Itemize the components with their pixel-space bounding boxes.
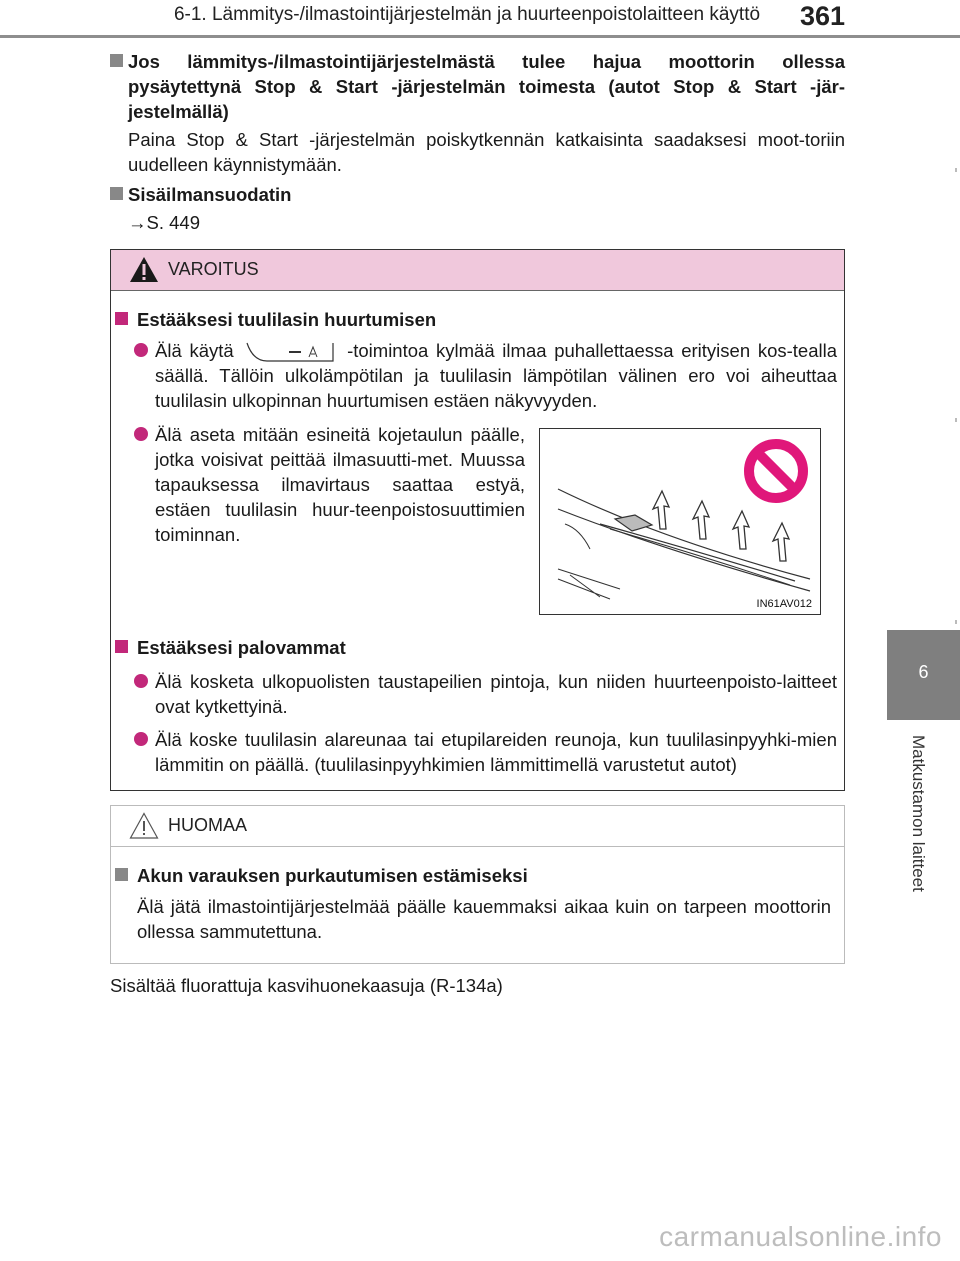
notice-body: Älä jätä ilmastointijärjestelmää päälle kauemmaksi aikaa kuin on tarpeen moottorin ollessa sammutettuna. [137, 896, 831, 942]
square-bullet-icon [110, 187, 123, 200]
square-bullet-icon [110, 54, 123, 67]
warning-subheading-text: Estääksesi palovammat [137, 637, 346, 658]
watermark: carmanualsonline.info [659, 1221, 942, 1252]
square-bullet-icon [115, 868, 128, 881]
bullet-text: -toimintoa kylmää ilmaa puhallettaessa erityisen kos-tealla säällä. Tällöin ulkolämpötilan ja tuulilasin lämpötilan välinen ero voi aiheuttaa tuulilasin ulkopinnan huurtumisen estäen näkyvyyden. [155, 340, 837, 412]
notice-content [115, 863, 831, 944]
illustration-code: IN61AV012 [756, 598, 812, 610]
warning-bullet-vents [115, 422, 525, 547]
warning-subheading [115, 635, 837, 660]
edge-tick [955, 168, 957, 172]
dashboard-vent-illustration [539, 428, 821, 615]
warning-subheading [115, 307, 837, 332]
section-heading-text: Sisäilmansuodatin [128, 184, 292, 205]
warning-group-burns [115, 635, 837, 777]
bullet-text: Älä aseta mitään esineitä kojetaulun päälle, jotka voisivat peittää ilmasuutti-met. Muussa tapauksessa ilmavirtaus saattaa estyä, estäen tuulilasin huur-teenpoistosuuttimien toiminnan. [155, 424, 525, 545]
dashboard-defroster-drawing [540, 429, 820, 614]
page-number: 361 [800, 1, 846, 31]
chapter-tab-label: Matkustamon laitteet [909, 735, 928, 892]
page-reference: →S. 449 [128, 212, 200, 233]
bullet-text: Älä käytä [155, 340, 234, 361]
round-bullet-icon [134, 674, 148, 688]
chapter-title: 6-1. Lämmitys-/ilmastointijärjestelmän ja huurteenpoistolaitteen käyttö [173, 4, 761, 25]
windshield-defogger-button-icon [245, 341, 335, 363]
section-cabin-filter [110, 182, 845, 235]
warning-bullet [115, 422, 525, 547]
warning-label: VAROITUS [168, 259, 259, 279]
warning-bullet-wiper-heater [115, 727, 837, 777]
warning-subheading-text: Estääksesi tuulilasin huurtumisen [137, 309, 437, 330]
round-bullet-icon [134, 732, 148, 746]
caution-triangle-icon [129, 812, 159, 839]
section-heading [110, 49, 845, 124]
section-body: Paina Stop & Start -järjestelmän poiskytkennän katkaisinta saadaksesi moot-toriin uudelleen käynnistymään. [128, 129, 845, 175]
round-bullet-icon [134, 427, 148, 441]
notice-subheading [115, 863, 831, 888]
round-bullet-icon [134, 343, 148, 357]
square-bullet-icon [115, 640, 128, 653]
header-divider [0, 35, 960, 38]
warning-triangle-icon [129, 256, 159, 283]
section-heading [110, 182, 845, 207]
notice-subheading-text: Akun varauksen purkautumisen estämiseksi [137, 865, 528, 886]
notice-header [111, 806, 844, 847]
bullet-text: Älä kosketa ulkopuolisten taustapeilien pintoja, kun niiden huurteenpoisto-laitteet ovat kytkettyinä. [155, 671, 837, 717]
notice-box [110, 805, 845, 964]
warning-bullet [115, 338, 837, 413]
warning-group-defog [115, 307, 837, 413]
notice-label: HUOMAA [168, 815, 248, 835]
bullet-text: Älä koske tuulilasin alareunaa tai etupilareiden reunoja, kun tuulilasinpyyhki-mien lämmitin on päällä. (tuulilasinpyyhkimien lämmittimellä varustetut autot) [155, 729, 837, 775]
warning-bullet-mirrors [115, 669, 837, 719]
warning-header [111, 250, 844, 291]
section-heading-text: Jos lämmitys-/ilmastointijärjestelmästä tulee hajua moottorin ollessa pysäytettynä Stop & Start -järjestelmän toimesta (autot Stop & Start -jär-jestelmällä) [128, 51, 845, 122]
square-bullet-icon [115, 312, 128, 325]
refrigerant-note: Sisältää fluorattuja kasvihuonekaasuja (R-134a) [110, 975, 503, 996]
edge-tick [955, 620, 957, 624]
edge-tick [955, 418, 957, 422]
section-odor [110, 49, 845, 177]
warning-box [110, 249, 845, 791]
chapter-tab-number: 6 [918, 662, 929, 682]
